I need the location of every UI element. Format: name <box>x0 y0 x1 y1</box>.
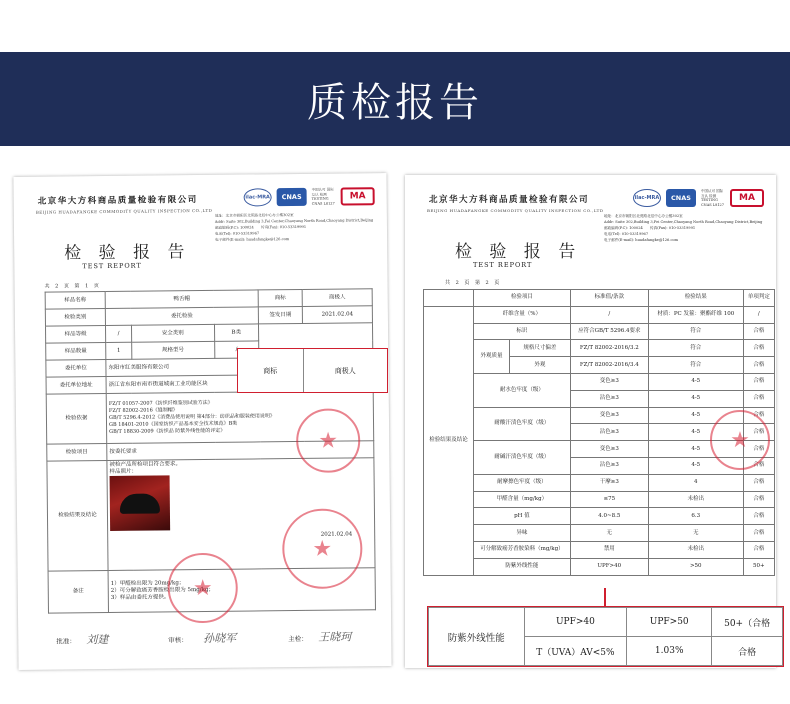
row-verdict: 合格 <box>743 474 774 491</box>
report-page-1 <box>13 173 391 670</box>
row-standard: 4.0~8.5 <box>570 508 648 525</box>
cert-logos <box>244 187 375 206</box>
row-standard: FZ/T 82002-2016/3.4 <box>570 357 648 374</box>
page-number: 共 2 页 第 1 页 <box>44 283 101 290</box>
row-item: 异味 <box>474 525 571 542</box>
highlight-result: UPF>50 <box>627 608 712 637</box>
cell-label: 检验结果及结论 <box>47 461 108 572</box>
report-page-2 <box>405 175 776 668</box>
org-name-en: BEIJING HUADAFANGKE COMMODITY QUALITY INSPECTION CO.,LTD <box>35 207 213 215</box>
address-line: Addr: Suite 302,Building 3,Fei Center,Chaoyang North Road,Chaoyang District,Beijing <box>214 218 374 224</box>
row-standard: 禁用 <box>570 541 648 558</box>
row-result: 4-5 <box>648 424 743 441</box>
row-standard: 沾色≥3 <box>570 424 648 441</box>
column-header: 检验结果 <box>648 290 743 307</box>
row-result: 符合 <box>648 357 743 374</box>
sign-label: 批准： <box>56 637 76 646</box>
basis-item: GB 18401-2010《国家纺织产品基本安全技术规范》B类 <box>108 420 238 428</box>
highlight-standard: UPF>40 <box>524 608 627 637</box>
highlight-verdict: 50+（合格 <box>712 608 783 637</box>
cell-label: 签发日期 <box>258 306 302 323</box>
cell-value: 鸭舌帽 <box>105 290 258 309</box>
ilac-logo-icon: ilac-MRA <box>633 189 661 207</box>
row-verdict: 合格 <box>743 323 774 340</box>
column-header: 检验项目 <box>474 290 571 307</box>
row-result: 4-5 <box>648 390 743 407</box>
cell-label: 检验类别 <box>45 309 105 327</box>
highlight-label: 商标 <box>238 349 304 392</box>
row-verdict: 合格 <box>743 390 774 407</box>
sign-label: 审核： <box>168 636 188 645</box>
row-standard: 变色≥3 <box>570 407 648 424</box>
report-title: 检 验 报 告 <box>64 242 191 264</box>
sample-photo <box>110 475 171 531</box>
address-line: Addr: Suite 302,Building 3,Fei Center,Chaoyang North Road,Chaoyang District,Beijing <box>604 220 763 224</box>
testing-logo-text: 中国认可 国际互认 检测 TESTING CNAS L8127 <box>311 187 335 206</box>
cell-label: 检验依据 <box>46 394 107 445</box>
row-item: 耐摩擦色牢度（级） <box>474 474 571 491</box>
row-item: 耐水色牢度（级） <box>474 373 571 407</box>
row-verdict: 50+ <box>743 558 774 575</box>
row-result: 材质：PC 发箍：聚酯纤维 100 <box>648 306 743 323</box>
cell-label: 样品数量 <box>46 343 106 361</box>
page-title: 质检报告 <box>307 79 483 126</box>
row-standard: ≤75 <box>570 491 648 508</box>
address-line: 邮政编码(P.C): 100024 传真(Fax): 010-53319991 <box>214 224 307 230</box>
cap-icon <box>120 493 160 513</box>
row-verdict: 合格 <box>743 340 774 357</box>
cell-value: 2021.02.04 <box>302 306 372 324</box>
address-block <box>215 211 375 243</box>
ilac-logo-icon: ilac-MRA <box>244 188 272 206</box>
photo-label: 样品照片： <box>109 468 138 475</box>
row-item: 耐碱汗渍色牢度（级） <box>474 441 571 475</box>
title-banner <box>0 52 790 146</box>
highlight-verdict: 合格 <box>712 637 783 666</box>
highlight-label: 防紫外线性能 <box>429 608 525 666</box>
cell-value: / <box>105 325 131 342</box>
page-number: 共 2 页 第 2 页 <box>445 280 502 286</box>
row-standard: 干摩≥3 <box>570 474 648 491</box>
row-standard: 沾色≥3 <box>570 457 648 474</box>
basis-item: GB/T 5296.4-2012《消费品使用说明 第4部分：纺织品和服装使用说明》 <box>108 413 275 421</box>
signature: 刘建 <box>86 632 109 647</box>
row-standard: UPF>40 <box>570 558 648 575</box>
row-result: 4-5 <box>648 457 743 474</box>
row-verdict: 合格 <box>743 491 774 508</box>
cell-value: B类 <box>214 324 259 341</box>
row-item: 纤维含量（%） <box>474 306 571 323</box>
cell-value: 东阳市红美服饰有限公司 <box>106 357 373 377</box>
row-verdict: 合格 <box>743 508 774 525</box>
row-standard: 无 <box>570 525 648 542</box>
row-result: 符合 <box>648 340 743 357</box>
row-item: 耐酸汗渍色牢度（级） <box>474 407 571 441</box>
address-line: 电子邮件(E-mail): huadafangke@126.com <box>604 238 679 242</box>
cell-label: 样品等级 <box>45 326 105 344</box>
address-line: 邮政编码(P.C): 100024 传真(Fax): 010-53319991 <box>604 226 696 230</box>
cnas-logo-icon: CNAS <box>666 189 696 207</box>
group-label: 外观质量 <box>474 340 510 374</box>
row-result: 4-5 <box>648 373 743 390</box>
address-line: 地址：北京市朝阳区北苑路北辰中心办公楼302室 <box>604 214 683 218</box>
row-verdict: / <box>743 306 774 323</box>
cell-value: 1 <box>106 342 132 359</box>
cma-logo-icon: MA <box>730 189 764 207</box>
remark-item: 2）可分解致癌芳香胺检出限为 5mg/kg； <box>110 586 214 594</box>
signature: 王晓珂 <box>318 630 352 644</box>
row-item: pH 值 <box>474 508 571 525</box>
column-header: 单项判定 <box>743 290 774 307</box>
cell-value: 按委托要求 <box>107 441 374 461</box>
row-verdict: 合格 <box>743 424 774 441</box>
brand-highlight <box>237 348 388 393</box>
uv-table <box>428 607 783 666</box>
row-result: 未检出 <box>648 541 743 558</box>
org-name: 北京华大方科商品质量检验有限公司 <box>37 195 198 207</box>
row-result: 4-5 <box>648 407 743 424</box>
cell-label: 委托单位地址 <box>46 377 106 395</box>
row-standard: 应符合GB/T 5296.4要求 <box>570 323 648 340</box>
testing-logo-text: 中国认可 国际互认 检测 TESTING CNAS L8127 <box>701 189 725 207</box>
basis-item: FZ/T 82002-2016《缝制帽》 <box>108 407 178 414</box>
row-verdict: 合格 <box>743 357 774 374</box>
remark-item: 1）甲醛检出限为 20mg/kg； <box>110 580 185 587</box>
row-result: 6.3 <box>648 508 743 525</box>
org-name-en: BEIJING HUADAFANGKE COMMODITY QUALITY INSPECTION CO.,LTD <box>427 208 604 213</box>
row-item: 可分解致癌芳香胺染料（mg/kg） <box>474 541 571 558</box>
report-title-en: TEST REPORT <box>473 261 533 269</box>
row-verdict: 合格 <box>743 373 774 390</box>
address-block <box>604 213 764 243</box>
row-result: 4 <box>648 474 743 491</box>
official-stamp-icon: ★ <box>296 408 361 473</box>
address-line: 电子邮件(E-mail): huadafangke@126.com <box>215 237 290 242</box>
row-result: 4-5 <box>648 441 743 458</box>
cell-value: 商极人 <box>302 289 372 307</box>
cell-value: 浙江省东阳市南市街道城南工业功能区块 <box>106 374 373 394</box>
address-line: 地址：北京市朝阳区北苑路北辰中心办公楼302室 <box>214 213 294 218</box>
org-name: 北京华大方科商品质量检验有限公司 <box>429 195 590 205</box>
row-standard: / <box>570 306 648 323</box>
address-line: 电话(Tel): 010-53319967 <box>604 232 649 236</box>
row-verdict: 合格 <box>743 407 774 424</box>
sign-label: 主检： <box>288 634 308 644</box>
cell-label: 委托单位 <box>46 360 106 378</box>
row-result: 未检出 <box>648 491 743 508</box>
row-standard: 变色≥3 <box>570 373 648 390</box>
cert-logos <box>633 189 764 207</box>
official-stamp-icon: ★ <box>710 410 770 470</box>
row-verdict: 合格 <box>743 441 774 458</box>
signature: 孙晓军 <box>203 631 237 646</box>
cell-label: 检验项目 <box>47 444 107 462</box>
column-header: 标准值/条款 <box>570 290 648 307</box>
cell-label: 安全类别 <box>131 324 214 342</box>
row-standard: 沾色≥3 <box>570 390 648 407</box>
cell-label: 备注 <box>48 570 108 613</box>
cell-value: 委托检验 <box>105 307 258 326</box>
basis-item: FZ/T 01057-2007《纺织纤维鉴别试验方法》 <box>108 399 213 407</box>
cma-logo-icon: MA <box>341 187 375 205</box>
remark-item: 3）样品由委托方提供。 <box>110 594 170 601</box>
row-item: 外观 <box>510 357 571 374</box>
highlight-standard: T（UVA）AV<5% <box>524 637 627 666</box>
row-result: 无 <box>648 525 743 542</box>
cell-label: 规格型号 <box>132 341 215 359</box>
uv-highlight <box>427 606 784 667</box>
cell-label: 商标 <box>258 289 302 306</box>
report-title-en: TEST REPORT <box>82 261 142 271</box>
row-item: 甲醛含量（mg/kg） <box>474 491 571 508</box>
official-stamp-icon: ★ <box>167 553 238 624</box>
row-result: >50 <box>648 558 743 575</box>
row-standard: 变色≥3 <box>570 441 648 458</box>
highlight-value: 商极人 <box>334 366 356 375</box>
official-stamp-icon: ★ <box>282 508 363 589</box>
report-title: 检 验 报 告 <box>455 242 582 262</box>
pointer-line <box>604 588 606 607</box>
address-line: 电话(Tel): 010-53319967 <box>215 231 260 236</box>
stamp-date: 2021.02.04 <box>320 531 353 538</box>
highlight-result: 1.03% <box>627 637 712 666</box>
group-label: 检验结果及结论 <box>424 306 474 575</box>
row-result: 符合 <box>648 323 743 340</box>
row-verdict: 合格 <box>743 457 774 474</box>
row-standard: FZ/T 82002-2016/3.2 <box>570 340 648 357</box>
cnas-logo-icon: CNAS <box>277 188 307 206</box>
basis-item: GB/T 18830-2009《纺织品 防紫外线性能的评定》 <box>109 427 226 435</box>
row-verdict: 合格 <box>743 525 774 542</box>
cell-empty <box>424 290 474 307</box>
row-item: 规格尺寸偏差 <box>510 340 571 357</box>
cell-label: 样品名称 <box>45 292 105 310</box>
row-item: 标识 <box>474 323 571 340</box>
row-verdict: 合格 <box>743 541 774 558</box>
row-item: 防紫外线性能 <box>474 558 571 575</box>
conclusion-text: 被检产品所检项目符合要求。 <box>109 461 181 468</box>
